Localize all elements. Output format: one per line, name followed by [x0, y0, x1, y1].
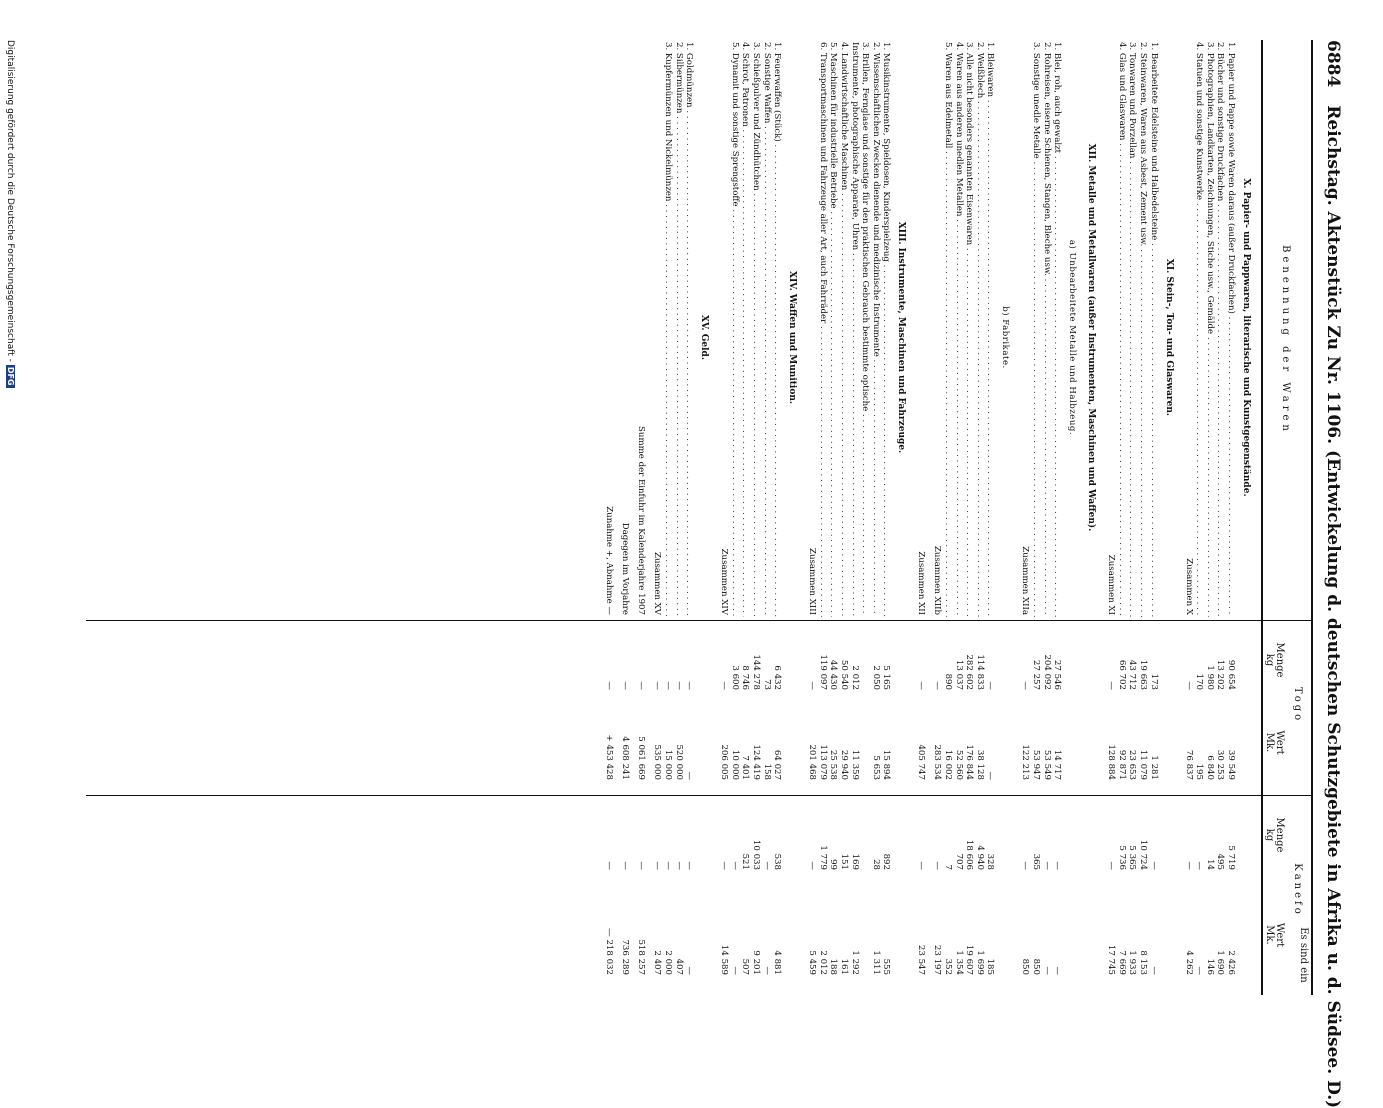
row-value: — [932, 681, 943, 690]
row-value: — [620, 861, 631, 870]
row-label: 3. Tonwaren und Porzellan . . . [1127, 42, 1137, 617]
section-heading-row [1241, 0, 1251, 1000]
row-value: 8 746 [740, 665, 751, 690]
table-row [881, 0, 891, 1000]
table-row [871, 0, 881, 1000]
row-value: 5 061 669 [636, 736, 647, 780]
row-label: Zusammen X [1183, 558, 1194, 615]
row-label: X. Papier- und Pappwaren, literarische und Kunstgegenstände. [1241, 178, 1251, 497]
row-value: 4 608 241 [620, 736, 631, 780]
row-value: — [620, 681, 631, 690]
row-value: 6 840 [1204, 755, 1215, 780]
row-value: 707 [953, 853, 964, 870]
row-value: 151 [839, 853, 849, 870]
row-value: 28 [870, 859, 881, 870]
row-value: — [1052, 861, 1063, 870]
row-label: 4. Waren aus anderen unedlen Metallen . . . [954, 42, 964, 617]
row-value: 407 [673, 958, 684, 975]
row-value: — [1052, 966, 1063, 975]
row-value: 6 432 [772, 665, 783, 690]
row-value: 19 607 [964, 944, 975, 975]
row-value: 1 933 [1127, 950, 1138, 975]
row-label: XII. Metalle und Metallwaren (außer Instrumenten, Maschinen und Waffen). [1086, 143, 1097, 532]
row-label: b) Fabrikate. [1000, 306, 1011, 369]
row-value: 328 [985, 853, 996, 870]
table-row [663, 0, 673, 1000]
row-value: — [1041, 966, 1052, 975]
row-value: 15 894 [881, 749, 892, 780]
row-value: 4 262 [1183, 950, 1194, 975]
row-value: 27 257 [1031, 659, 1041, 690]
page-header [1323, 40, 1343, 1108]
row-label: 1. Bearbeitete Edelsteine und Halbedelsteine . . . [1149, 42, 1159, 617]
row-value: 114 833 [974, 654, 985, 690]
row-value: 66 702 [1116, 659, 1127, 690]
row-value: — [636, 861, 647, 870]
row-value: 113 079 [817, 744, 828, 780]
row-label: Zusammen XIIa [1020, 546, 1031, 615]
row-value: 53 947 [1031, 749, 1041, 780]
table-row [1138, 0, 1148, 1000]
row-value: — [673, 681, 684, 690]
row-value: 90 654 [1226, 659, 1236, 690]
col-head-kanefo: Kanefo [1292, 863, 1303, 917]
row-label: 2. Wissenschaftlichen Zwecken dienende und medizinische Instrumente . . . [871, 42, 881, 617]
row-value: 170 [1194, 673, 1205, 690]
row-value: 25 538 [828, 749, 839, 780]
row-value: 1 690 [1215, 950, 1226, 975]
row-label: Zusammen XIII [807, 548, 818, 615]
total-row [652, 0, 662, 1000]
table-row [954, 0, 964, 1000]
row-value: 195 [1194, 763, 1205, 780]
row-label: XI. Stein-, Ton- und Glaswaren. [1163, 258, 1174, 417]
row-value: 39 549 [1226, 749, 1236, 780]
row-value: — [1148, 966, 1159, 975]
section-heading-row [1000, 0, 1010, 1000]
row-value: 495 [1215, 853, 1226, 870]
row-value: 520 000 [673, 744, 684, 780]
section-heading-row [787, 0, 797, 1000]
table-row [839, 0, 849, 1000]
row-value: — [1194, 861, 1205, 870]
row-value: — [985, 771, 996, 780]
row-label: Instrumente, photographische Apparate, Uhren . . . [850, 42, 860, 617]
row-value: — [636, 681, 647, 690]
row-value: 23 547 [916, 944, 927, 975]
row-value: 1 779 [817, 845, 828, 870]
row-value: 161 [839, 958, 849, 975]
row-value: — 218 032 [604, 928, 615, 975]
col-head-wert-2: Wert [1274, 922, 1285, 948]
total-row [807, 0, 817, 1000]
row-value: 4 881 [772, 950, 783, 975]
row-label: 5. Dynamit und sonstige Sprengstoffe . . . [730, 42, 740, 617]
table-row [943, 0, 953, 1000]
row-label: 5. Maschinen für industrielle Betriebe . . . [828, 42, 838, 617]
row-value: — [985, 681, 996, 690]
row-value: 158 [761, 763, 772, 780]
table-row [828, 0, 838, 1000]
total-row [1020, 0, 1030, 1000]
row-value: 2 000 [663, 950, 673, 975]
row-label: 1. Goldmünzen . . . [684, 42, 694, 617]
col-head-kg-2: kg [1264, 828, 1275, 842]
row-value: 5 653 [870, 755, 881, 780]
row-label: 1. Bleiwaren . . . [985, 42, 995, 617]
row-value: 555 [881, 958, 892, 975]
row-label: Zunahme +, Abnahme — [604, 506, 615, 615]
row-value: 518 257 [636, 939, 647, 975]
row-value: — [684, 681, 695, 690]
row-value: — [916, 681, 927, 690]
row-value: 23 197 [932, 944, 943, 975]
row-label: 4. Statuen und sonstige Kunstwerke . . . [1194, 42, 1204, 617]
row-value: 7 [943, 864, 953, 870]
row-value: 43 712 [1127, 659, 1138, 690]
row-value: 44 430 [828, 659, 839, 690]
section-heading-row [699, 0, 709, 1000]
table-row [1042, 0, 1052, 1000]
row-value: 11 079 [1138, 749, 1148, 780]
row-value: 188 [828, 958, 839, 975]
row-value: 5 165 [881, 665, 892, 690]
row-value: 38 128 [974, 749, 985, 780]
row-value: 1 311 [870, 950, 881, 975]
row-value: 850 [1020, 958, 1031, 975]
row-value: 10 033 [751, 839, 761, 870]
row-label: XIV. Waffen und Munition. [787, 270, 798, 405]
row-value: 11 359 [849, 749, 860, 780]
row-value: 15 000 [663, 749, 673, 780]
row-value: — [1041, 861, 1052, 870]
row-label: 3. Schießpulver und Zündhütchen . . . [751, 42, 761, 617]
row-label: 4. Glas und Glaswaren . . . [1117, 42, 1127, 617]
row-value: 2 012 [849, 665, 860, 690]
page-title: Reichstag. Aktenstück Zu Nr. 1106. (Entwickelung d. deutschen Schutzgebiete in Afrika u. d. Südsee. D.) [1323, 105, 1343, 1108]
row-value: 64 027 [772, 749, 783, 780]
col-head-es-sind-ein: Es sind ein [1298, 927, 1309, 983]
row-label: 1. Papier und Pappe sowie Waren daraus (außer Druckfachen) . . . [1226, 42, 1236, 617]
row-value: 119 097 [817, 654, 828, 690]
row-label: 1. Feuerwaffen (Stück) . . . [772, 42, 782, 617]
col-head-kg-1: kg [1264, 653, 1275, 667]
row-label: 4. Landwirtschaftliche Maschinen . . . [839, 42, 849, 617]
row-label: 1. Blei, roh, auch gewalzt . . . [1052, 42, 1062, 617]
row-label: XV. Geld. [699, 315, 710, 360]
table-row [964, 0, 974, 1000]
row-value: — [604, 861, 615, 870]
row-value: 201 468 [807, 744, 818, 780]
row-value: 5 459 [807, 950, 818, 975]
row-label: 4. Schrot, Patronen . . . [740, 42, 750, 617]
row-value: — [1183, 681, 1194, 690]
table-row [1127, 0, 1137, 1000]
row-value: 53 549 [1041, 749, 1052, 780]
row-value: — [652, 681, 663, 690]
row-value: 14 717 [1052, 749, 1063, 780]
row-value: 124 419 [751, 744, 761, 780]
row-value: — [807, 861, 818, 870]
col-head-menge-1: Menge [1274, 642, 1285, 678]
table-row [1052, 0, 1062, 1000]
row-value: 122 213 [1020, 744, 1031, 780]
row-label: 3. Brillen, Fernglase und sonstige für den praktischen Gebrauch bestimmte optische . . . [860, 42, 870, 617]
page-number: 6884 [1323, 40, 1343, 88]
row-label: 2. Silbermünzen . . . [674, 42, 684, 617]
row-value: 1 292 [849, 950, 860, 975]
row-value: 23 653 [1127, 749, 1138, 780]
row-value: 7 669 [1116, 950, 1127, 975]
row-value: — [1020, 861, 1031, 870]
section-heading-row [1086, 0, 1096, 1000]
row-value: 5 365 [1127, 845, 1138, 870]
row-value: 92 871 [1116, 749, 1127, 780]
row-label: 2. Bücher und sonstige Druckfachen . . . [1215, 42, 1225, 617]
row-value: 99 [828, 859, 839, 870]
row-value: — [673, 861, 684, 870]
row-value: 2 050 [870, 665, 881, 690]
row-label: Dagegen im Vorjahre [620, 522, 631, 615]
row-value: 1 354 [953, 950, 964, 975]
row-value: 5 719 [1226, 845, 1236, 870]
row-value: 405 747 [916, 744, 927, 780]
table-row [762, 0, 772, 1000]
row-label: 3. Kupfermünzen und Nickelmünzen . . . [663, 42, 673, 617]
row-value: 27 546 [1052, 659, 1063, 690]
row-label: Zusammen XIV [719, 548, 730, 615]
row-value: 146 [1204, 958, 1215, 975]
row-value: 13 202 [1215, 659, 1226, 690]
row-value: — [807, 681, 818, 690]
row-value: 7 401 [740, 755, 751, 780]
row-value: — [729, 861, 740, 870]
row-value: 185 [985, 958, 996, 975]
row-value: 52 560 [953, 749, 964, 780]
row-value: — [684, 861, 695, 870]
row-value: 535 000 [652, 744, 663, 780]
table-row [730, 0, 740, 1000]
row-label: XIII. Instrumente, Maschinen und Fahrzeuge. [896, 221, 907, 454]
row-value: + 453 428 [604, 734, 615, 780]
row-value: 14 [1204, 859, 1215, 870]
row-value: — [663, 681, 673, 690]
row-value: 2 426 [1226, 950, 1236, 975]
row-value: — [1183, 861, 1194, 870]
total-row [604, 0, 614, 1000]
table-row [818, 0, 828, 1000]
row-value: 9 201 [751, 950, 761, 975]
table-row [674, 0, 684, 1000]
table-row [1215, 0, 1225, 1000]
row-value: 892 [881, 853, 892, 870]
row-value: — [684, 771, 695, 780]
row-value: 521 [740, 853, 751, 870]
row-value: 173 [1148, 673, 1159, 690]
row-value: 29 940 [839, 749, 849, 780]
row-value: 19 663 [1138, 659, 1148, 690]
section-heading-row [1164, 0, 1174, 1000]
row-value: — [1106, 681, 1117, 690]
total-row [916, 0, 926, 1000]
row-value: — [1194, 966, 1205, 975]
row-label: 3. Sonstige unedle Metalle . . . [1031, 42, 1041, 617]
row-value: 538 [772, 853, 783, 870]
row-value: 4 940 [974, 845, 985, 870]
table-row [684, 0, 694, 1000]
row-label: 2. Sonstige Waffen . . . [762, 42, 772, 617]
row-value: 282 602 [964, 654, 975, 690]
row-value: — [652, 861, 663, 870]
col-head-mk-2: Mk. [1264, 925, 1275, 945]
row-value: 1 699 [974, 950, 985, 975]
row-value: — [604, 681, 615, 690]
row-value: — [932, 861, 943, 870]
row-value: 169 [849, 853, 860, 870]
header-rule-top [1311, 40, 1313, 995]
row-label: Zusammen XI [1106, 554, 1117, 615]
row-value: 10 000 [729, 749, 740, 780]
table-row [1205, 0, 1215, 1000]
table-row [975, 0, 985, 1000]
row-value: 507 [740, 958, 751, 975]
col-head-mk-1: Mk. [1264, 732, 1275, 753]
row-value: — [916, 861, 927, 870]
col-head-wert-1: Wert [1274, 730, 1285, 755]
row-value: 17 745 [1106, 944, 1117, 975]
row-label: Zusammen XIIb [932, 545, 943, 615]
total-row [1106, 0, 1116, 1000]
table-row [1117, 0, 1127, 1000]
footer-text: Digitalisierung gefördert durch die Deutsche Forschungsgemeinschaft - [5, 40, 15, 362]
row-value: 2 407 [652, 950, 663, 975]
row-label: 3. Photographien, Landkarten, Zeichnungen, Stiche usw., Gemälde . . . [1205, 42, 1215, 617]
row-value: 8 153 [1138, 950, 1148, 975]
dfg-logo: DFG [6, 366, 15, 386]
table-row [850, 0, 860, 1000]
row-label: 2. Weißblech . . . [975, 42, 985, 617]
row-value: — [684, 966, 695, 975]
row-value: 850 [1031, 958, 1041, 975]
table-row [740, 0, 750, 1000]
row-value: — [719, 861, 730, 870]
row-value: 10 724 [1138, 839, 1148, 870]
table-row [985, 0, 995, 1000]
row-value: 5 736 [1116, 845, 1127, 870]
row-label: 6. Transportmaschinen und Fahrzeuge aller Art, auch Fahrräder . . . [818, 42, 828, 617]
total-row [636, 0, 646, 1000]
row-value: 14 589 [719, 944, 730, 975]
row-value: 352 [943, 958, 953, 975]
row-value: 144 278 [751, 654, 761, 690]
row-value: 283 534 [932, 744, 943, 780]
footer-note [5, 40, 15, 388]
section-heading-row [1067, 0, 1077, 1000]
row-value: 3 600 [729, 665, 740, 690]
table-row [860, 0, 870, 1000]
row-value: — [761, 966, 772, 975]
row-value: 18 606 [964, 839, 975, 870]
row-value: 365 [1031, 853, 1041, 870]
row-label: 2. Rohreisen, eiserne Schienen, Stangen, Bleche usw. . . . [1042, 42, 1052, 617]
row-value: — [1148, 861, 1159, 870]
total-row [620, 0, 630, 1000]
row-label: a) Unbearbeitete Metalle und Halbzeug. [1067, 239, 1078, 436]
total-row [932, 0, 942, 1000]
row-value: — [719, 681, 730, 690]
total-row [1184, 0, 1194, 1000]
row-value: — [663, 861, 673, 870]
total-row [719, 0, 729, 1000]
table-row [1194, 0, 1204, 1000]
col-head-togo: Togo [1292, 686, 1303, 724]
row-value: 128 884 [1106, 744, 1117, 780]
row-label: 2. Steinwaren, Waren aus Asbest, Zement usw. . . . [1138, 42, 1148, 617]
section-heading-row [896, 0, 906, 1000]
table-row [1226, 0, 1236, 1000]
row-value: 1 281 [1148, 755, 1159, 780]
row-label: Summe der Einfuhr im Kalenderjahre 1907 [636, 426, 647, 615]
row-label: 1. Musikinstrumente, Spieldosen, Kinderspielzeug . . . [881, 42, 891, 617]
row-value: 890 [943, 673, 953, 690]
header-rule-bottom [1261, 40, 1263, 995]
col-head-menge-2: Menge [1274, 817, 1285, 853]
row-value: 176 844 [964, 744, 975, 780]
row-value: 16 002 [943, 749, 953, 780]
row-value: 50 540 [839, 659, 849, 690]
row-value: — [1020, 681, 1031, 690]
row-value: — [761, 861, 772, 870]
table-row [751, 0, 761, 1000]
row-value: 13 037 [953, 659, 964, 690]
row-value: — [1106, 861, 1117, 870]
table-row [1149, 0, 1159, 1000]
row-value: 206 005 [719, 744, 730, 780]
row-value: 2 012 [817, 950, 828, 975]
row-value: 73 [761, 679, 772, 690]
col-head-benennung: Benennung der Waren [1280, 245, 1291, 435]
row-label: 3. Alle nicht besonders genannten Eisenwaren . . . [964, 42, 974, 617]
row-value: 204 092 [1041, 654, 1052, 690]
row-label: 5. Waren aus Edelmetall . . . [943, 42, 953, 617]
row-value: 736 289 [620, 939, 631, 975]
row-label: Zusammen XII [916, 551, 927, 615]
row-value: 30 253 [1215, 749, 1226, 780]
table-row [1031, 0, 1041, 1000]
row-value: 76 837 [1183, 749, 1194, 780]
row-value: — [729, 966, 740, 975]
row-value: 1 980 [1204, 665, 1215, 690]
row-label: Zusammen XV [652, 551, 663, 615]
table-row [772, 0, 782, 1000]
